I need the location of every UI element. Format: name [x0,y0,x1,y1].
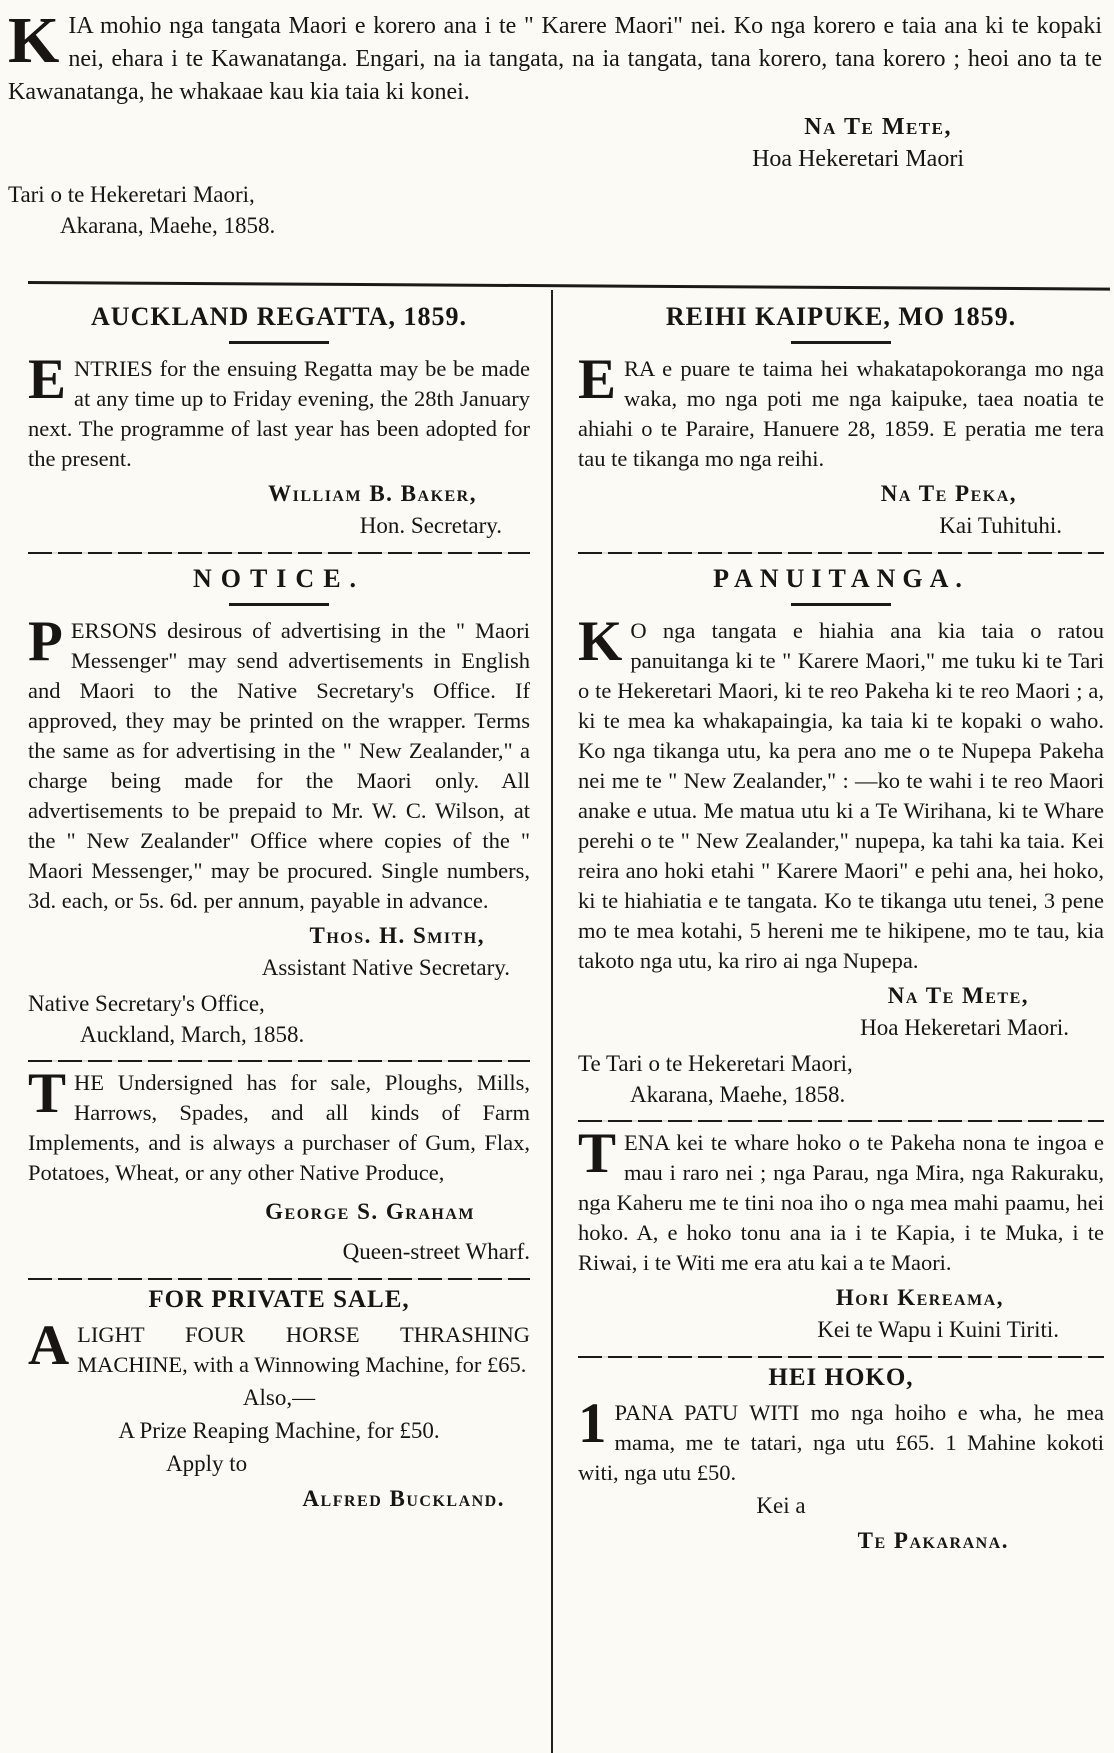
section-rule [28,1278,530,1280]
regatta-heading-rule [229,341,329,344]
regatta-body-text: NTRIES for the ensuing Regatta may be be made at any time up to Friday evening, the 28th January next. The programme of last year has been adopted for the present. [28,356,530,471]
notice-signature-name: Thos. H. Smith, [309,923,485,948]
private-sale-signature [28,1483,530,1515]
store-dropcap: T [578,1122,617,1185]
panuitanga-heading-rule [791,603,891,606]
right-column [548,292,1114,1559]
regatta-paragraph [28,348,530,474]
regatta-signature-name: William B. Baker, [268,481,477,506]
masthead-office-line1: Tari o te Hekeretari Maori, [8,182,255,207]
section-rule [28,552,530,554]
hei-hoko-signature [578,1525,1104,1557]
section-rule [28,1060,530,1062]
panuitanga-heading: PANUITANGA. [713,564,969,593]
private-sale-also-line: Also,— [242,1385,316,1410]
reihi-signature [578,478,1104,542]
reihi-heading: REIHI KAIPUKE, MO 1859. [665,302,1017,331]
implements-body-text: HE Undersigned has for sale, Ploughs, Mills, Harrows, Spades, and all kinds of Farm Implements, and is always a purchaser of Gum, Flax, Potatoes, Wheat, or any other Native Produce, [28,1070,530,1185]
private-sale-dropcap: A [28,1314,70,1377]
masthead-dropcap: K [8,4,60,77]
implements-signature [28,1196,530,1268]
hei-hoko-kei-a-line: Kei a [756,1493,806,1518]
reihi-paragraph [578,348,1104,474]
implements-paragraph [28,1062,530,1188]
notice-office-block [28,988,530,1050]
section-rule [578,552,1104,554]
notice-office-line2: Auckland, March, 1858. [80,1022,305,1047]
reihi-body-text: RA e puare te taima hei whakatapokoranga mo nga waka, mo nga poti me nga kaipuke, taea noatia te ahiahi o te Paraire, Hanuere 28, 1859. E peratia me tera tau te tikanga mo nga reihi. [578,356,1104,471]
private-sale-body-text: LIGHT FOUR HORSE THRASHING MACHINE, with a Winnowing Machine, for £65. [77,1322,530,1377]
masthead-section [0,0,1114,241]
masthead-office-line2: Akarana, Maehe, 1858. [60,213,276,238]
panuitanga-signature-name: Na Te Mete, [887,983,1029,1008]
private-sale-apply-line: Apply to [166,1451,248,1476]
store-signature [578,1282,1104,1346]
notice-signature [28,920,530,984]
reihi-signature-name: Na Te Peka, [880,481,1017,506]
implements-signature-address: Queen-street Wharf. [342,1239,530,1264]
masthead-office-block [8,179,1102,241]
private-sale-reaper-line: A Prize Reaping Machine, for £50. [118,1418,440,1443]
panuitanga-signature-role: Hoa Hekeretari Maori. [860,1015,1069,1040]
regatta-signature [28,478,530,542]
regatta-dropcap: E [28,348,67,411]
panuitanga-office-block [578,1048,1104,1110]
store-paragraph [578,1122,1104,1278]
reihi-heading-rule [791,341,891,344]
store-body-text: ENA kei te whare hoko o te Pakeha nona te ingoa e mau i raro nei ; nga Parau, nga Mira, nga Rakuraku, nga Kaheru me te tini noa iho o nga mea mahi paamu, hei hoko. A, e hoko tonu ana ia i te Kapia, i te Muka, i te Riwai, i te Witi me era atu kai a te Maori. [578,1130,1104,1275]
notice-dropcap: P [28,610,63,673]
panuitanga-signature [578,980,1104,1044]
masthead-signature-role: Hoa Hekeretari Maori [752,146,964,172]
regatta-signature-role: Hon. Secretary. [359,513,502,538]
reihi-signature-role: Kai Tuhituhi. [939,513,1062,538]
panuitanga-body-text: O nga tangata e hiahia ana kia taia o ratou panuitanga ki te " Karere Maori," me tuku ki te Tari o te Hekeretari Maori, ki te reo Pakeha ki te reo Maori ; a, ki te mea ka whakapaingia, ka taia ki te kopaki o waho. Ko nga tikanga utu, ka pera ano me o te Nupepa Pakeha nei me te " New Zealander," : —ko te wahi i te reo Maori anake e utua. Me matua utu ki a Te Wirihana, ki te Whare perehi o te " New Zealander," nupepa, ka tahi ka taia. Kei reira ano hoki etahi " Karere Maori" e pehi ana, hei hoko, ki te hiahiatia e te tangata. Ko te tikanga utu tenei, 3 pene mo te mea kotahi, 5 hereni me te hikipene, mo te tau, kia takoto nga utu, ka riro ai nga Nupepa. [578,618,1104,973]
panuitanga-dropcap: K [578,610,623,673]
notice-paragraph [28,610,530,916]
private-sale-signature-name: Alfred Buckland. [302,1486,505,1511]
left-column [0,292,548,1559]
hei-hoko-body-text: PANA PATU WITI mo nga hoiho e wha, he mea mama, me te tatari, nga utu £65. 1 Mahine kokoti witi, nga utu £50. [578,1400,1104,1485]
columns-container [0,292,1114,1559]
notice-body-text: ERSONS desirous of advertising in the " Maori Messenger" may send advertisements in English and Maori to the Native Secretary's Office. If approved, they may be printed on the wrapper. Terms the same as for advertising in the " New Zealander," a charge being made for the Maori only. All advertisements to be prepaid to Mr. W. C. Wilson, at the " New Zealander" Office where copies of the " Maori Messenger," may be procured. Single numbers, 3d. each, or 5s. 6d. per annum, payable in advance. [28,618,530,913]
panuitanga-office-line1: Te Tari o te Hekeretari Maori, [578,1051,853,1076]
masthead-paragraph [8,4,1102,109]
notice-heading-rule [229,603,329,606]
regatta-heading: AUCKLAND REGATTA, 1859. [91,302,467,331]
store-signature-address: Kei te Wapu i Kuini Tiriti. [817,1317,1059,1342]
hei-hoko-signature-name: Te Pakarana. [857,1528,1009,1553]
implements-signature-name: George S. Graham [265,1199,475,1224]
private-sale-heading: FOR PRIVATE SALE, [148,1286,410,1313]
section-rule [578,1120,1104,1122]
masthead-signature [8,111,1102,175]
panuitanga-paragraph [578,610,1104,976]
hei-hoko-paragraph [578,1392,1104,1488]
columns-top-rule [28,281,1110,291]
notice-signature-role: Assistant Native Secretary. [261,955,510,980]
masthead-signature-name: Na Te Mete, [804,114,952,140]
hei-hoko-dropcap: 1 [578,1392,607,1455]
hei-hoko-heading: HEI HOKO, [768,1364,914,1391]
panuitanga-office-line2: Akarana, Maehe, 1858. [630,1082,846,1107]
private-sale-paragraph [28,1314,530,1380]
notice-office-line1: Native Secretary's Office, [28,991,265,1016]
section-rule [578,1356,1104,1358]
masthead-body-text: IA mohio nga tangata Maori e korero ana i te " Karere Maori" nei. Ko nga korero e taia ana ki te kopaki nei, ehara i te Kawanatanga. Engari, na ia tangata, na ia tangata, tana korero, tana korero ; heoi ano ta te Kawanatanga, he whakaae kau kia taia ki konei. [8,13,1102,105]
store-signature-name: Hori Kereama, [835,1285,1004,1310]
reihi-dropcap: E [578,348,617,411]
notice-heading: NOTICE. [192,564,366,593]
implements-dropcap: T [28,1062,67,1125]
